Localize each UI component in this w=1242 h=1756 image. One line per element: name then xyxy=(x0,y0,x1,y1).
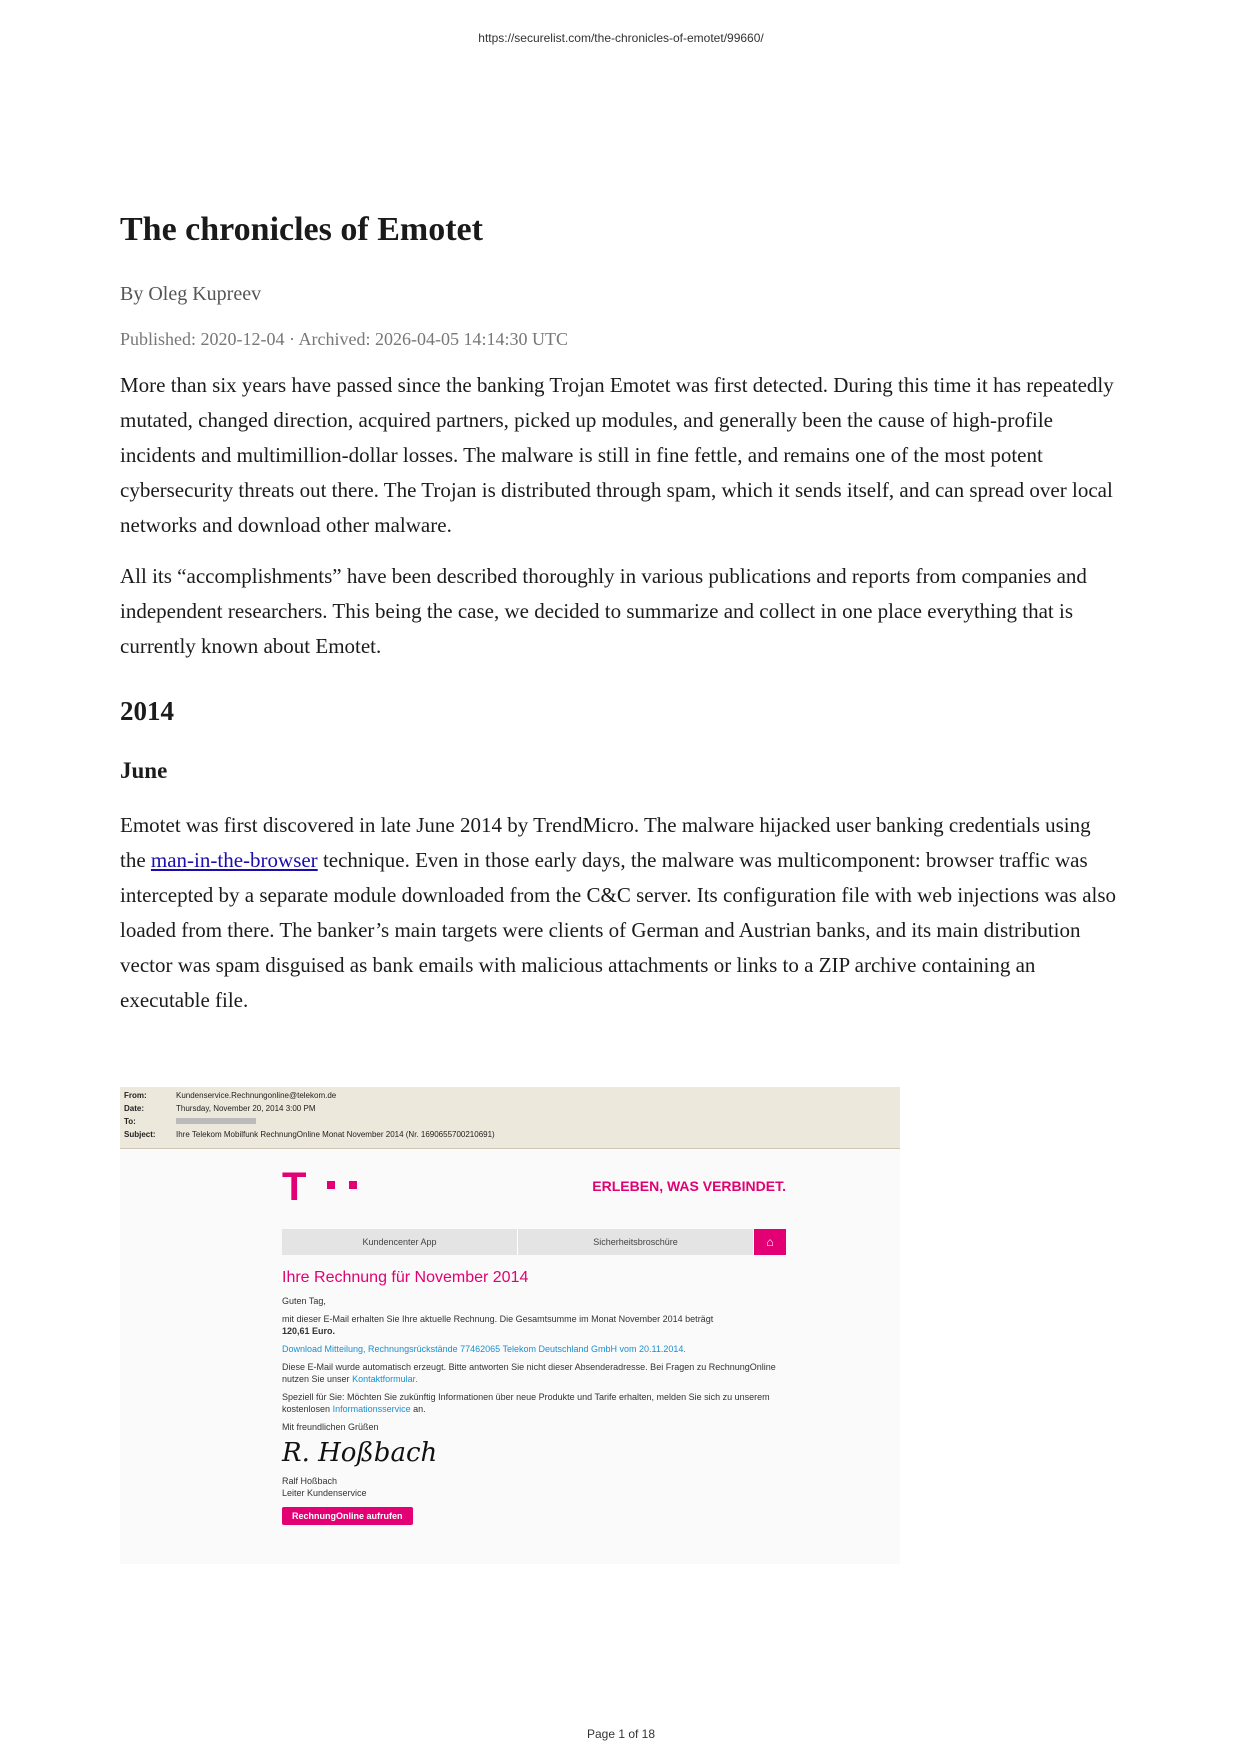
article xyxy=(120,210,1120,1018)
subject-label: Subject: xyxy=(124,1130,156,1139)
brand-bar xyxy=(282,1165,786,1211)
from-value: Kundenservice.Rechnungonline@telekom.de xyxy=(176,1091,337,1100)
date-label: Date: xyxy=(124,1104,145,1113)
date-value: Thursday, November 20, 2014 3:00 PM xyxy=(176,1104,316,1113)
special-note-text: Speziell für Sie: Möchten Sie zukünftig Informationen über neue Produkte und Tarife erhalten, melden Sie sich zu unserem kostenlosen xyxy=(282,1392,770,1414)
to-label: To: xyxy=(124,1117,136,1126)
logo-dot xyxy=(327,1181,335,1189)
page-url: https://securelist.com/the-chronicles-of-emotet/99660/ xyxy=(478,31,764,45)
summary-paragraph: All its “accomplishments” have been described thoroughly in various publications and reports from companies and independent researchers. This being the case, we decided to summarize and collect in one place everything that is currently known about Emotet. xyxy=(120,564,1087,658)
info-link: Informationsservice xyxy=(332,1404,411,1414)
article-title: The chronicles of Emotet xyxy=(120,211,483,248)
june-text-end: technique. Even in those early days, the malware was multicomponent: browser traffic was intercepted by a separate module downloaded from the C&C server. Its configuration file with web injections was also loaded from there. The banker’s main targets were clients of German and Austrian banks, and its main distribution vector was spam disguised as bank emails with malicious attachments or links to a ZIP archive containing an executable file. xyxy=(120,848,1117,1012)
subsection-heading-june: June xyxy=(120,758,168,783)
intro-paragraph: More than six years have passed since the banking Trojan Emotet was first detected. During this time it has repeatedly mutated, changed direction, acquired partners, picked up modules, and generally been the cause of high-profile incidents and multimillion-dollar losses. The malware is still in fine fettle, and remains one of the most potent cybersecurity threats out there. The Trojan is distributed through spam, which it sends itself, and can spread over local networks and download other malware. xyxy=(120,373,1114,537)
email-body xyxy=(282,1267,792,1525)
signer-name: Ralf Hoßbach xyxy=(282,1476,338,1486)
june-paragraph xyxy=(120,808,1120,1018)
june-text-start: Emotet was first discovered in late June 2014 by TrendMicro. The malware hijacked user banking credentials using the xyxy=(120,813,1091,872)
email-nav xyxy=(282,1229,786,1255)
man-in-the-browser-link[interactable]: man-in-the-browser xyxy=(150,848,318,872)
subject-value: Ihre Telekom Mobilfunk RechnungOnline Monat November 2014 (Nr. 1690655700210691) xyxy=(176,1130,495,1139)
publish-meta: Published: 2020-12-04 · Archived: 2026-04-05 14:14:30 UTC xyxy=(120,329,568,349)
rechnungonline-button: RechnungOnline aufrufen xyxy=(282,1507,413,1525)
email-closing: Mit freundlichen Grüßen xyxy=(282,1422,379,1432)
special-note-end: an. xyxy=(413,1404,426,1414)
brand-slogan: ERLEBEN, WAS VERBINDET. xyxy=(592,1178,786,1194)
email-auto-note xyxy=(282,1361,792,1385)
nav-sicherheitsbroschuere: Sicherheitsbroschüre xyxy=(518,1229,754,1255)
from-label: From: xyxy=(124,1091,147,1100)
email-special-note xyxy=(282,1391,792,1415)
telekom-logo: T xyxy=(282,1165,307,1209)
email-amount-line xyxy=(282,1313,792,1337)
email-amount: 120,61 Euro. xyxy=(282,1326,336,1336)
auto-note-text: Diese E-Mail wurde automatisch erzeugt. Bitte antworten Sie nicht dieser Absenderadresse. Bei Fragen zu RechnungOnline nutzen Sie unser xyxy=(282,1362,776,1384)
email-heading: Ihre Rechnung für November 2014 xyxy=(282,1269,529,1286)
section-heading-2014: 2014 xyxy=(120,696,174,726)
contact-link: Kontaktformular. xyxy=(352,1374,418,1384)
email-download-link: Download Mitteilung, Rechnungsrückstände 77462065 Telekom Deutschland GmbH vom 20.11.2014. xyxy=(282,1344,686,1354)
signer-role: Leiter Kundenservice xyxy=(282,1488,367,1498)
phishing-email-screenshot xyxy=(120,1087,900,1564)
logo-dots xyxy=(327,1181,357,1189)
email-greeting: Guten Tag, xyxy=(282,1296,326,1306)
page-number: Page 1 of 18 xyxy=(586,1727,656,1741)
home-icon: ⌂ xyxy=(754,1229,786,1255)
handwritten-signature: R. Hoßbach xyxy=(282,1438,438,1468)
to-value-redacted xyxy=(176,1118,256,1124)
email-line1: mit dieser E-Mail erhalten Sie Ihre aktuelle Rechnung. Die Gesamtsumme im Monat November 2014 beträgt xyxy=(282,1314,714,1324)
logo-dot xyxy=(349,1181,357,1189)
email-header xyxy=(120,1087,900,1149)
author-byline: By Oleg Kupreev xyxy=(120,283,262,305)
nav-kundencenter-app: Kundencenter App xyxy=(282,1229,518,1255)
